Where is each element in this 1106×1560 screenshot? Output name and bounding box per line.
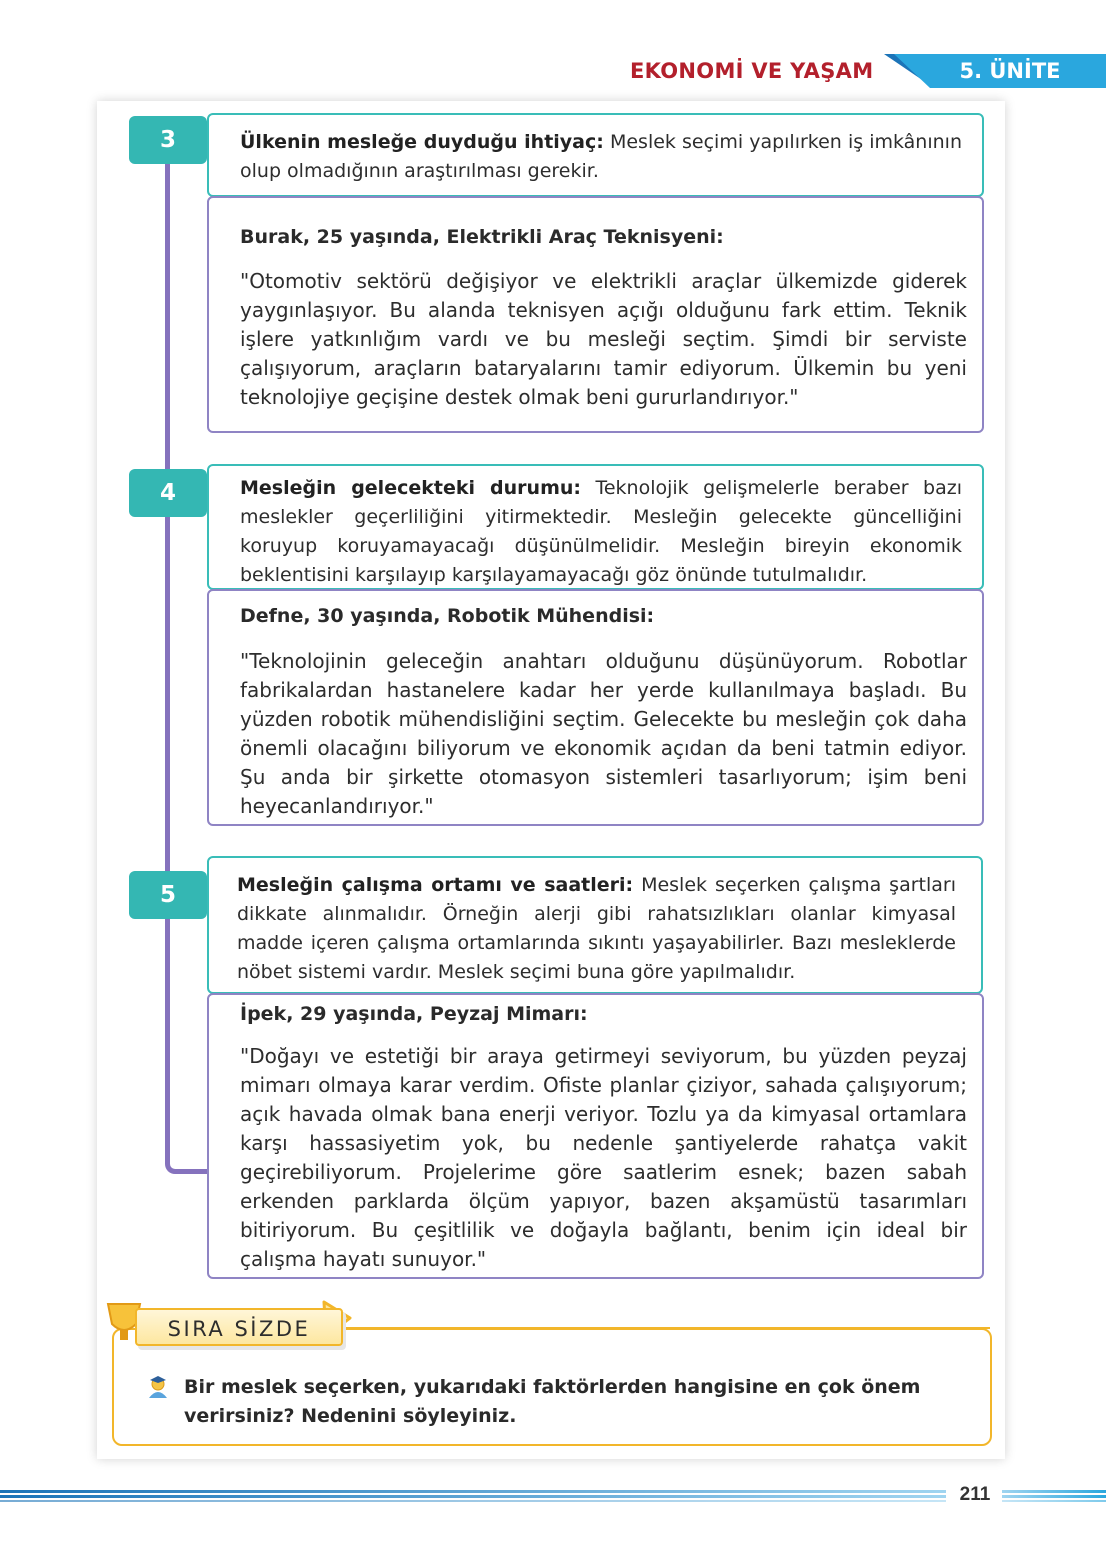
sira-sizde-label: SIRA SİZDE — [135, 1308, 343, 1346]
page-number: 211 — [959, 1484, 991, 1505]
testimonial-name: Defne, 30 yaşında, Robotik Mühendisi: — [240, 605, 655, 627]
testimonial-name: Burak, 25 yaşında, Elektrikli Araç Teknisyeni: — [240, 226, 724, 248]
unit-tab — [884, 54, 1106, 88]
testimonial-box-4 — [207, 589, 984, 826]
testimonial-box-3 — [207, 196, 984, 433]
factor-title: Mesleğin çalışma ortamı ve saatleri: — [237, 874, 634, 896]
factor-text: Teknolojik gelişmelerle beraber bazı meslekler geçerliliğini yitirmektedir. Mesleğin gelecekte güncelliğini koruyup koruyamayacağı düşünülmelidir. Mesleğin bireyin ekonomik beklentisini karşılayıp karşılayamayacağı göz önünde tutulmalıdır. — [240, 477, 963, 586]
testimonial-quote: "Teknolojinin geleceğin anahtarı olduğunu düşünüyorum. Robotlar fabrikalardan hastanelere kadar her yerde kullanılmaya başladı. Bu yüzden robotik mühendisliğini seçtim. Gelecekte bu mesleğin çok daha önemli olacağını biliyorum ve ekonomik açıdan da beni tatmin ediyor. Şu anda bir şirkette otomasyon sistemleri tasarlıyorum; işim beni heyecanlandırıyor." — [240, 649, 967, 818]
testimonial-box-5 — [207, 993, 984, 1279]
factor-box-5 — [207, 856, 983, 994]
footer-stripes-left — [0, 1490, 946, 1502]
factor-number-5: 5 — [129, 871, 207, 919]
sira-sizde-divider — [340, 1327, 990, 1329]
sira-sizde-question: Bir meslek seçerken, yukarıdaki faktörlerden hangisine en çok önem verirsiniz? Nedenini söyleyiniz. — [184, 1376, 921, 1427]
factor-text: Meslek seçimi yapılırken iş imkânının olup olmadığının araştırılması gerekir. — [240, 131, 962, 182]
factor-text: Meslek seçerken çalışma şartları dikkate alınmalıdır. Örneğin alerji gibi rahatsızlıkları olanlar kimyasal madde içeren çalışma ortamlarında sıkıntı yaşayabilirler. Bazı mesleklerde nöbet sistemi vardır. Meslek seçimi buna göre yapılmalıdır. — [237, 874, 956, 983]
testimonial-name: İpek, 29 yaşında, Peyzaj Mimarı: — [240, 1003, 588, 1025]
footer-stripes-right — [1002, 1490, 1106, 1502]
testimonial-quote: "Doğayı ve estetiği bir araya getirmeyi seviyorum, bu yüzden peyzaj mimarı olmaya karar verdim. Ofiste planlar çiziyor, sahada çalışıyorum; açık havada olmak bana enerji veriyor. Tozlu ya da kimyasal ortamlara karşı hassasiyetim yok, bu nedenle şantiyelerde rahatça vakit geçirebiliyorum. Projelerime göre saatlerim esnek; bazen sabah erkenden parklarda ölçüm yapıyor, bazen akşamüstü tasarımları bitiriyorum. Bu çeşitlilik ve doğayla bağlantı, benim için ideal bir çalışma hayatı sunuyor." — [240, 1044, 967, 1271]
student-icon — [145, 1374, 171, 1400]
testimonial-quote: "Otomotiv sektörü değişiyor ve elektrikli araçlar ülkemizde giderek yaygınlaşıyor. Bu alanda teknisyen açığı olduğunu fark ettim. Teknik işlere yatkınlığım vardı ve bu mesleği seçtim. Şimdi bir serviste çalışıyorum, araçların bataryalarını tamir ediyorum. Ülkemin bu yeni teknolojiye geçişine destek olmak beni gururlandırıyor." — [240, 269, 967, 409]
unit-label: 5. ÜNİTE — [959, 59, 1061, 83]
factor-box-4 — [207, 464, 984, 590]
factor-title: Ülkenin mesleğe duyduğu ihtiyaç: — [240, 131, 604, 153]
timeline-line — [165, 158, 207, 1174]
factor-title: Mesleğin gelecekteki durumu: — [240, 477, 581, 499]
section-title: EKONOMİ VE YAŞAM — [630, 59, 874, 83]
factor-number-3: 3 — [129, 116, 207, 164]
factor-number-4: 4 — [129, 469, 207, 517]
factor-box-3 — [207, 113, 984, 197]
